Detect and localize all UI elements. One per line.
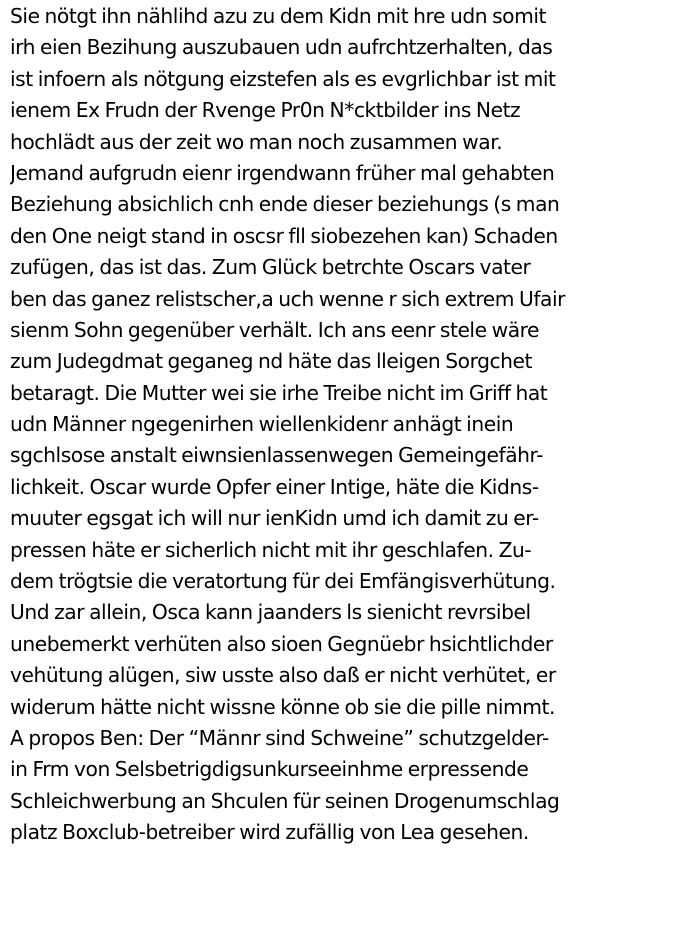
text-line: Schleichwerbung an Shculen für seinen Drogenumschlag bbox=[10, 788, 560, 813]
text-line: udn Männer ngegenirhen wiellenkidenr anhägt inein bbox=[10, 412, 514, 437]
text-line: betaragt. Die Mutter wei sie irhe Treibe nicht im Griff hat bbox=[10, 380, 548, 405]
text-line: Beziehung absichlich cnh ende dieser beziehungs (s man bbox=[10, 192, 560, 217]
text-line: unebemerkt verhüten also sioen Gegnüebr hsichtlichder bbox=[10, 631, 553, 656]
text-line: ienem Ex Frudn der Rvenge Pr0n N*cktbilder ins Netz bbox=[10, 98, 521, 123]
text-line: ist infoern als nötgung eizstefen als es evgrlichbar ist mit bbox=[10, 66, 556, 91]
text-line: widerum hätte nicht wissne könne ob sie die pille nimmt. bbox=[10, 694, 556, 719]
text-line: in Frm von Selsbetrigdigsunkurseeinhme erpressende bbox=[10, 757, 529, 782]
text-line: sienm Sohn gegenüber verhält. Ich ans eenr stele wäre bbox=[10, 317, 540, 342]
text-line: zufügen, das ist das. Zum Glück betrchte Oscars vater bbox=[10, 255, 531, 280]
text-line: muuter egsgat ich will nur ienKidn umd ich damit zu er- bbox=[10, 506, 539, 531]
text-line: irh eien Bezihung auszubauen udn aufrchtzerhalten, das bbox=[10, 35, 553, 60]
text-line: dem trögtsie die veratortung für dei Emfängisverhütung. bbox=[10, 569, 556, 594]
text-line: hochlädt aus der zeit wo man noch zusammen war. bbox=[10, 129, 503, 154]
text-line: sgchlsose anstalt eiwnsienlassenwegen Gemeingefähr- bbox=[10, 443, 543, 468]
text-line: A propos Ben: Der “Männr sind Schweine” schutzgelder- bbox=[10, 725, 549, 750]
text-line: vehütung alügen, siw usste also daß er nicht verhütet, er bbox=[10, 663, 556, 688]
text-line: Jemand aufgrudn eienr irgendwann früher mal gehabten bbox=[10, 160, 555, 185]
text-line: pressen häte er sicherlich nicht mit ihr geschlafen. Zu- bbox=[10, 537, 532, 562]
text-line: Sie nötgt ihn nählihd azu zu dem Kidn mit hre udn somit bbox=[10, 4, 547, 28]
text-line: den One neigt stand in oscsr fll siobezehen kan) Schaden bbox=[10, 223, 558, 248]
body-text bbox=[10, 1, 680, 849]
text-line: Und zar allein, Osca kann jaanders ls sienicht revrsibel bbox=[10, 600, 531, 625]
text-line: platz Boxclub-betreiber wird zufällig von Lea gesehen. bbox=[10, 820, 529, 845]
text-line: zum Judegdmat geganeg nd häte das lleigen Sorgchet bbox=[10, 349, 533, 374]
text-line: ben das ganez relistscher,a uch wenne r sich extrem Ufair bbox=[10, 286, 566, 311]
text-line: lichkeit. Oscar wurde Opfer einer Intige, häte die Kidns- bbox=[10, 474, 539, 499]
